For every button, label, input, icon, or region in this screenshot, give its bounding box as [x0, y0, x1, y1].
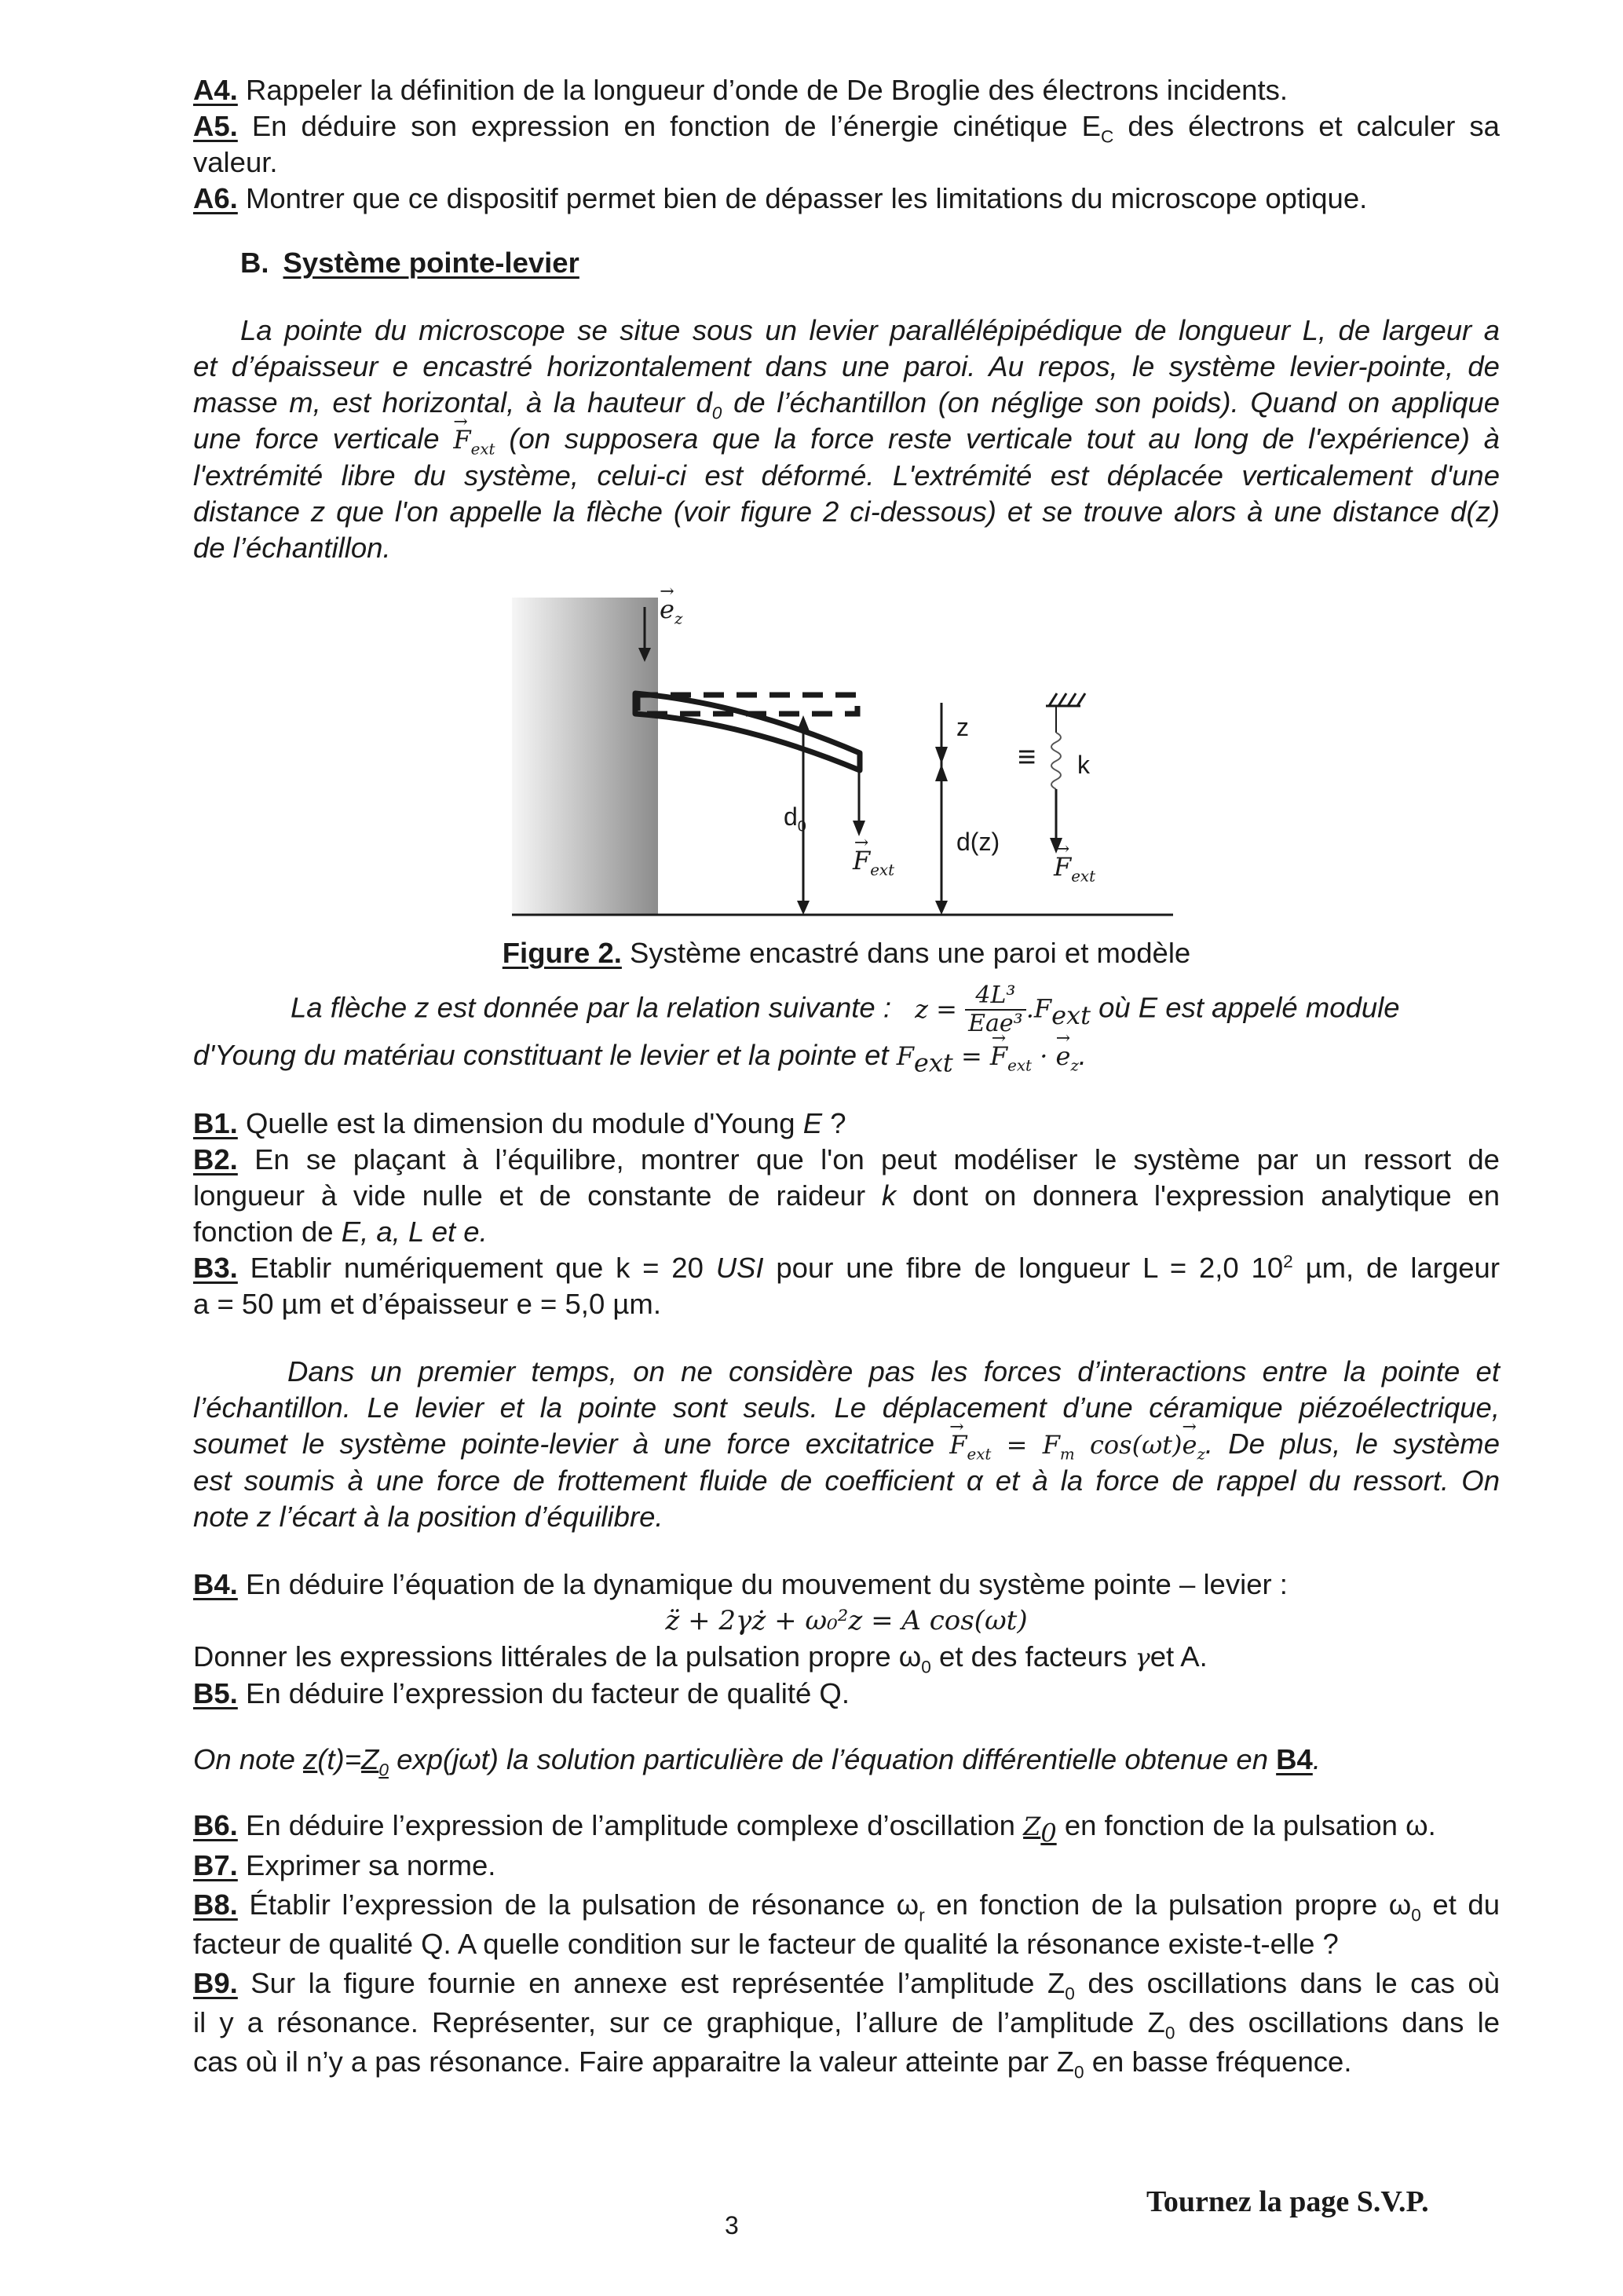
question-text: En déduire son expression en fonction de l’énergie cinétique E — [251, 110, 1101, 142]
text: en fonction de la pulsation propre ω — [924, 1888, 1412, 1921]
text: en fonction de la pulsation ω. — [1056, 1809, 1436, 1841]
text: et du — [1420, 1888, 1500, 1921]
vector: → F — [990, 1038, 1007, 1074]
intro-line — [193, 421, 1500, 458]
subscript: 0 — [1411, 1905, 1421, 1925]
para-line: note z l’écart à la position d’équilibre. — [193, 1501, 663, 1533]
denominator: Eae³ — [968, 1010, 1023, 1037]
page-number: 3 — [725, 2211, 739, 2239]
text: exp(jωt) la solution particulière de l’équation différentielle obtenue en — [388, 1743, 1277, 1775]
question-a4 — [193, 72, 1500, 108]
italic-text: USI — [715, 1252, 764, 1284]
question-text: des électrons et calculer sa — [1128, 110, 1500, 142]
vector: → e — [1056, 1038, 1071, 1074]
subscript: 0 — [797, 817, 806, 835]
question-label: B1. — [193, 1107, 238, 1139]
caption-label: Figure 2. — [502, 937, 622, 969]
text: une force verticale — [193, 422, 454, 455]
superscript: 2 — [1283, 1251, 1293, 1271]
text: Etablir numériquement que k = 20 — [250, 1252, 716, 1284]
dynamics-equation: z̈ + 2γż + ω₀²z = A cos(ωt) — [665, 1605, 1028, 1636]
question-label: B3. — [193, 1252, 238, 1284]
dz-label: d(z) — [956, 828, 1000, 856]
italic-text: E, a, L et e. — [341, 1216, 488, 1248]
question-b2 — [193, 1142, 1500, 1178]
text: . — [1078, 1039, 1087, 1071]
relation-paragraph — [193, 982, 1500, 1078]
para-line — [193, 1426, 1500, 1463]
text: en basse fréquence. — [1084, 2046, 1352, 2078]
text: et A. — [1150, 1640, 1208, 1673]
text: et des facteurs — [930, 1640, 1135, 1673]
complex-solution-note — [193, 1742, 1500, 1778]
text: d'Young du matériau constituant le levier et la pointe et — [193, 1039, 897, 1071]
para-line: l’échantillon. Le levier et la pointe sont seuls. Le déplacement d’une céramique piézoélectrique, — [193, 1391, 1500, 1424]
force-vector: → F — [453, 422, 470, 458]
question-b5 — [193, 1676, 1500, 1712]
subscript: ext — [870, 861, 895, 879]
subscript: 0 — [711, 403, 722, 423]
complex-z: z — [303, 1743, 318, 1775]
question-label: A6. — [193, 182, 238, 214]
text: µm, de largeur — [1292, 1252, 1500, 1284]
label: → F — [853, 843, 870, 879]
figure-2-diagram — [193, 593, 1500, 930]
subscript: ext — [913, 1047, 953, 1078]
complex-Z0: Z — [1023, 1812, 1041, 1841]
question-label: B9. — [193, 1967, 238, 1999]
question-b8-line2: facteur de qualité Q. A quelle condition sur le facteur de qualité la résonance existe-t-elle ? — [193, 1928, 1339, 1960]
question-a6 — [193, 181, 1500, 217]
subscript: m — [1059, 1445, 1075, 1464]
question-b7 — [193, 1846, 1500, 1885]
relation-line-2 — [193, 1037, 1500, 1078]
text: fonction de — [193, 1216, 342, 1248]
exam-page — [193, 72, 1500, 2082]
intro-paragraph — [193, 313, 1500, 566]
question-b8 — [193, 1885, 1500, 1925]
question-label: B4. — [193, 1568, 238, 1600]
subscript: ext — [1007, 1056, 1033, 1075]
math: = — [952, 1041, 990, 1071]
text: Établir l’expression de la pulsation de résonance ω — [249, 1888, 919, 1921]
text: Sur la figure fournie en annexe est représentée l’amplitude Z — [250, 1967, 1066, 1999]
question-text: Exprimer sa norme. — [245, 1849, 496, 1881]
questions-b6-b9 — [193, 1806, 1500, 2082]
question-b2-line2 — [193, 1178, 1500, 1214]
intro-line: distance z que l'on appelle la flèche (voir figure 2 ci-dessous) et se trouve alors à une distance d(z) — [193, 495, 1500, 528]
subscript: ext — [1051, 1000, 1091, 1030]
question-b3-line2: a = 50 µm et d’épaisseur e = 5,0 µm. — [193, 1288, 661, 1320]
label: d — [784, 803, 798, 831]
turn-page-note: Tournez la page S.V.P. — [1146, 2185, 1429, 2218]
section-title: Système pointe-levier — [283, 247, 579, 279]
math: = F — [991, 1430, 1060, 1460]
fext-label — [853, 843, 894, 879]
k-label: k — [1077, 751, 1090, 779]
cantilever-diagram — [193, 593, 1500, 930]
intro-line: l'extrémité libre du système, celui-ci est déformé. L'extrémité est déplacée verticalement d'une — [193, 459, 1500, 492]
question-text: ? — [822, 1107, 846, 1139]
subscript: ext — [967, 1445, 992, 1464]
deflected-beam — [635, 693, 860, 770]
relation-line-1 — [193, 982, 1500, 1037]
question-b4 — [193, 1567, 1500, 1603]
text: masse m, est horizontal, à la hauteur d — [193, 386, 712, 419]
intro-line: et d’épaisseur e encastré horizontalement dans une paroi. Au repos, le système levier-pointe, de — [193, 350, 1500, 382]
question-label: B2. — [193, 1143, 238, 1175]
numerator: 4L³ — [965, 982, 1026, 1011]
spring-fext-label — [1054, 849, 1095, 885]
subscript: z — [674, 609, 683, 628]
text: des oscillations dans le cas où — [1074, 1967, 1500, 1999]
math: cos(ωt) — [1074, 1430, 1183, 1460]
spring-coil — [1051, 733, 1061, 789]
subscript: 0 — [921, 1657, 931, 1677]
question-text: Montrer que ce dispositif permet bien de dépasser les limitations du microscope optique. — [245, 182, 1368, 214]
subscript: 0 — [1073, 2062, 1084, 2082]
excitation-paragraph — [193, 1354, 1500, 1535]
question-b9-line2 — [193, 2003, 1500, 2042]
question-b3 — [193, 1250, 1500, 1286]
subscript: 0 — [1065, 1983, 1075, 2004]
label: → F — [1054, 849, 1071, 885]
d0-label — [784, 799, 806, 835]
text: dont on donnera l'expression analytique en — [896, 1179, 1500, 1212]
italic-text: E — [802, 1107, 823, 1139]
ez-label — [660, 591, 682, 627]
questions-b1-b3 — [193, 1106, 1500, 1322]
text: pour une fibre de longueur L = 2,0 10 — [763, 1252, 1284, 1284]
text: des oscillations dans le — [1175, 2006, 1501, 2038]
math: z = — [915, 993, 957, 1024]
wall — [512, 598, 658, 915]
text: En déduire l’expression de l’amplitude complexe d’oscillation — [245, 1809, 1024, 1841]
text: (on supposera que la force reste verticale tout au long de l'expérience) à — [495, 422, 1500, 455]
text: soumet le système pointe-levier à une force excitatrice — [193, 1428, 950, 1460]
intro-line: La pointe du microscope se situe sous un levier parallélépipédique de longueur L, de largeur a — [240, 314, 1500, 346]
intro-line — [193, 385, 1500, 421]
text: de l’échantillon (on néglige son poids). Quand on applique — [722, 386, 1500, 419]
math: · — [1032, 1041, 1056, 1071]
question-label: A4. — [193, 74, 238, 106]
intro-line: de l’échantillon. — [193, 532, 391, 564]
vector: → F — [949, 1427, 967, 1463]
section-letter: B. — [240, 247, 269, 279]
question-b1 — [193, 1106, 1500, 1142]
text: . De plus, le système — [1204, 1428, 1501, 1460]
subscript: 0 — [1040, 1818, 1057, 1848]
math: .F — [1025, 993, 1052, 1024]
text: . — [1312, 1743, 1321, 1775]
questions-b4-b5 — [193, 1567, 1500, 1712]
text: Donner les expressions littérales de la pulsation propre ω — [193, 1640, 922, 1673]
question-text: En déduire l’expression du facteur de qualité Q. — [245, 1677, 850, 1709]
question-label: B8. — [193, 1888, 238, 1921]
label: → e — [660, 591, 674, 627]
math: F — [896, 1041, 914, 1071]
para-line: est soumis à une force de frottement fluide de coefficient α et à la force de rappel du ressort. On — [193, 1464, 1500, 1497]
text: cas où il n’y a pas résonance. Faire apparaitre la valeur atteinte par Z — [193, 2046, 1074, 2078]
subscript: C — [1100, 126, 1114, 147]
question-label: B5. — [193, 1677, 238, 1709]
para-line: Dans un premier temps, on ne considère pas les forces d’interactions entre la pointe et — [287, 1355, 1500, 1387]
question-a5-continuation: valeur. — [193, 146, 278, 178]
math: γ — [1135, 1643, 1150, 1673]
question-text: Quelle est la dimension du module d'Young — [245, 1107, 803, 1139]
question-b2-line3 — [193, 1214, 1500, 1250]
subscript: 0 — [1164, 2023, 1175, 2043]
complex-Z0: Z — [361, 1743, 379, 1775]
question-a5 — [193, 108, 1500, 147]
subscript: ext — [470, 440, 495, 459]
text: longueur à vide nulle et de constante de raideur — [193, 1179, 882, 1212]
question-label: A5. — [193, 110, 238, 142]
text: (t)= — [317, 1743, 362, 1775]
question-text: Rappeler la définition de la longueur d’onde de De Broglie des électrons incidents. — [245, 74, 1288, 106]
section-heading — [240, 245, 1500, 281]
question-b6 — [193, 1806, 1500, 1846]
equivalence-symbol: ≡ — [1018, 740, 1036, 774]
text: On note — [193, 1743, 304, 1775]
italic-text: k — [881, 1179, 897, 1212]
question-reference: B4 — [1276, 1743, 1313, 1775]
subscript: r — [919, 1905, 925, 1925]
z-label: z — [956, 713, 969, 741]
subscript: ext — [1071, 867, 1096, 886]
vector: → e — [1183, 1427, 1197, 1463]
subscript: 0 — [378, 1760, 389, 1780]
question-b9 — [193, 1964, 1500, 2003]
question-b4-line3 — [193, 1639, 1500, 1676]
question-text: En déduire l’équation de la dynamique du mouvement du système pointe – levier : — [245, 1568, 1288, 1600]
figure-caption — [193, 935, 1500, 971]
subscript: z — [1197, 1445, 1205, 1464]
text: La flèche z est donnée par la relation suivante : — [291, 991, 891, 1024]
text: où E est appelé module — [1090, 991, 1400, 1024]
question-b9-line3 — [193, 2042, 1500, 2082]
question-label: B6. — [193, 1809, 238, 1841]
question-label: B7. — [193, 1849, 238, 1881]
text: il y a résonance. Représenter, sur ce graphique, l’allure de l’amplitude Z — [193, 2006, 1165, 2038]
subscript: z — [1070, 1056, 1079, 1075]
question-text: En se plaçant à l’équilibre, montrer que l'on peut modéliser le système par un ressort de — [254, 1143, 1500, 1175]
caption-text: Système encastré dans une paroi et modèle — [621, 937, 1191, 969]
